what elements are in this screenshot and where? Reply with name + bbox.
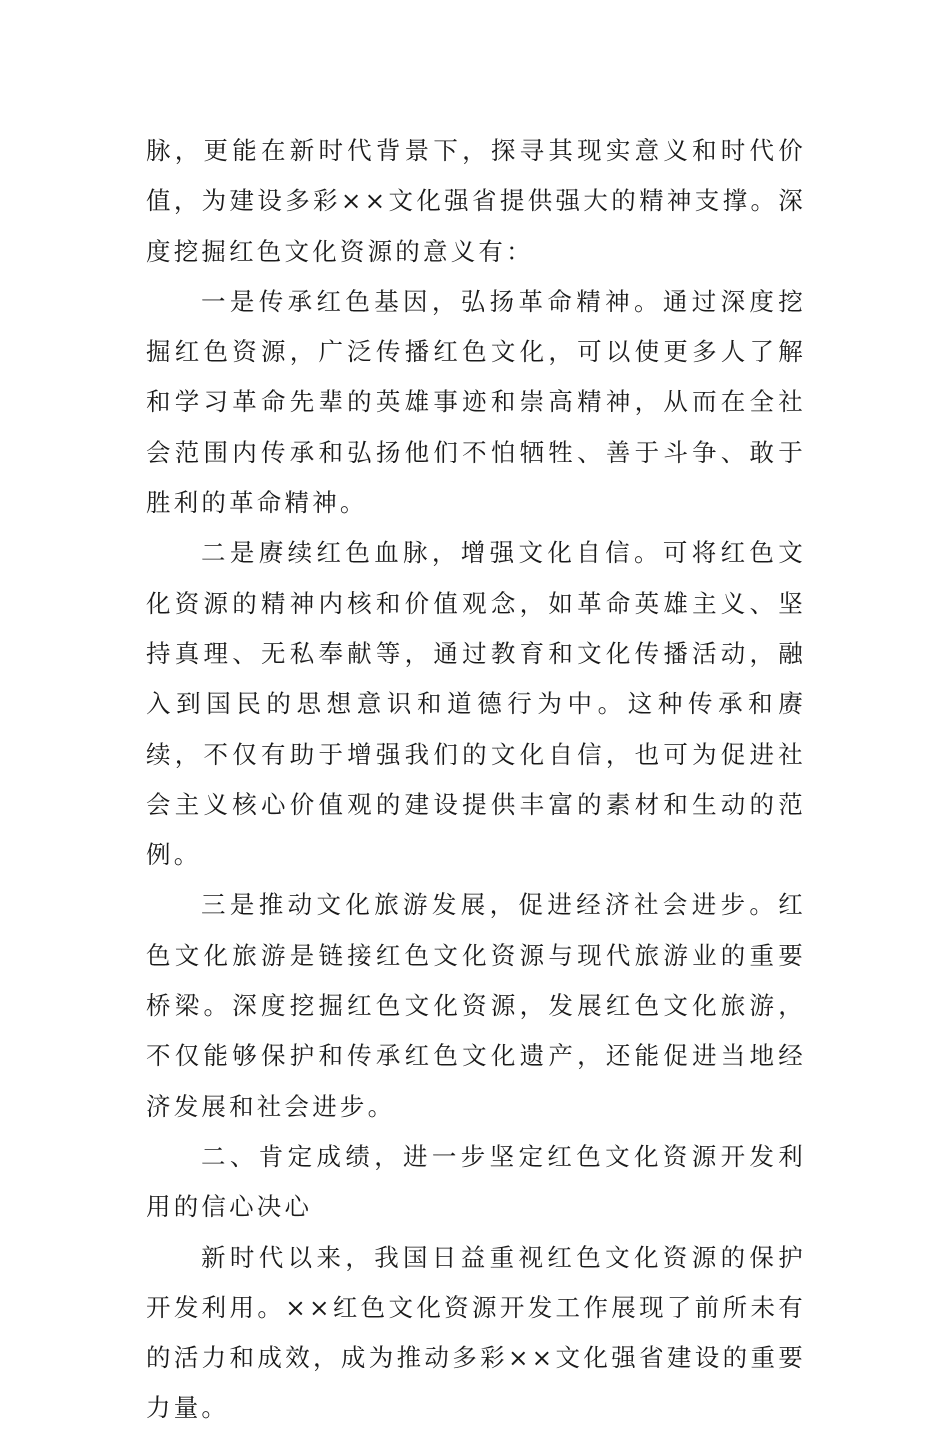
paragraph-3: 二是赓续红色血脉，增强文化自信。可将红色文化资源的精神内核和价值观念，如革命英雄主义、坚持真理、无私奉献等，通过教育和文化传播活动，融入到国民的思想意识和道德行为中。这种传承和赓续，不仅有助于增强我们的文化自信，也可为促进社会主义核心价值观的建设提供丰富的素材和生动的范例。 bbox=[146, 538, 806, 870]
paragraph-1: 脉，更能在新时代背景下，探寻其现实意义和时代价值，为建设多彩××文化强省提供强大的精神支撑。深度挖掘红色文化资源的意义有： bbox=[146, 136, 806, 266]
paragraph-2: 一是传承红色基因，弘扬革命精神。通过深度挖掘红色资源，广泛传播红色文化，可以使更多人了解和学习革命先辈的英雄事迹和崇高精神，从而在全社会范围内传承和弘扬他们不怕牺牲、善于斗争、敢于胜利的革命精神。 bbox=[146, 286, 806, 518]
section-heading: 二、肯定成绩，进一步坚定红色文化资源开发利用的信心决心 bbox=[146, 1141, 806, 1222]
document-body bbox=[146, 126, 806, 1434]
paragraph-4: 三是推动文化旅游发展，促进经济社会进步。红色文化旅游是链接红色文化资源与现代旅游业的重要桥梁。深度挖掘红色文化资源，发展红色文化旅游，不仅能够保护和传承红色文化遗产，还能促进当地经济发展和社会进步。 bbox=[146, 890, 806, 1121]
paragraph-5: 新时代以来，我国日益重视红色文化资源的保护开发利用。××红色文化资源开发工作展现了前所未有的活力和成效，成为推动多彩××文化强省建设的重要力量。 bbox=[146, 1242, 806, 1423]
